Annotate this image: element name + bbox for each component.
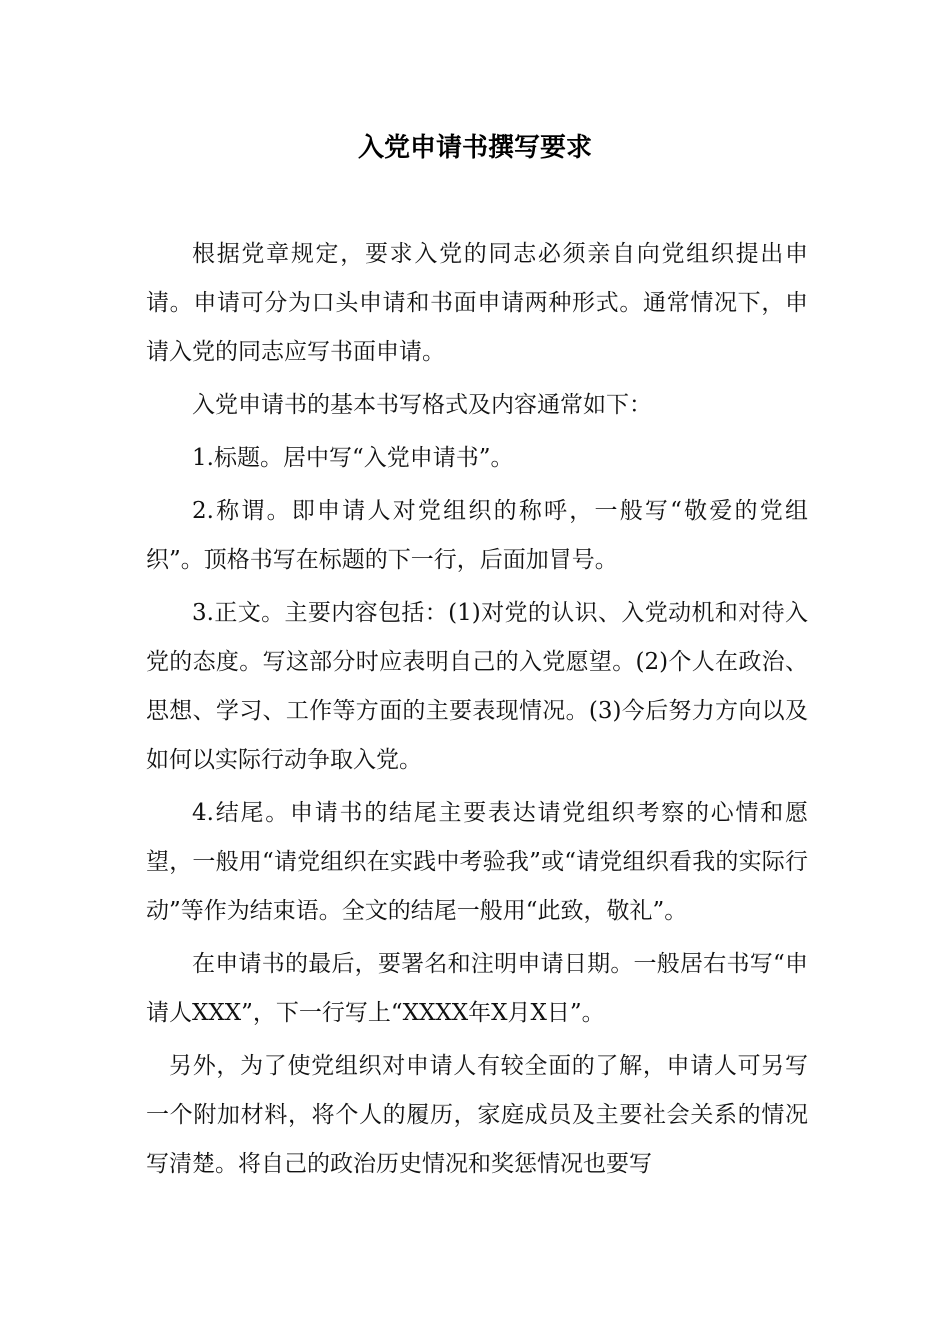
paragraph-title-rule: 1.标题。居中写“入党申请书”。 [192, 445, 514, 471]
paragraph-additional-material: 另外，为了使党组织对申请人有较全面的了解，申请人可另写一个附加材料，将个人的履历，家庭成员及主要社会关系的情况写清楚。将自己的政治历史情况和奖惩情况也要写 [146, 1053, 808, 1177]
paragraph-salutation-rule: 2.称谓。即申请人对党组织的称呼，一般写“敬爱的党组织”。顶格书写在标题的下一行，后面加冒号。 [146, 498, 808, 573]
paragraph-body-rule: 3.正文。主要内容包括：(1)对党的认识、入党动机和对待入党的态度。写这部分时应表明自己的入党愿望。(2)个人在政治、思想、学习、工作等方面的主要表现情况。(3)今后努力方向以及如何以实际行动争取入党。 [146, 600, 808, 773]
paragraph-format-intro: 入党申请书的基本书写格式及内容通常如下： [192, 392, 652, 418]
paragraph-intro: 根据党章规定，要求入党的同志必须亲自向党组织提出申请。申请可分为口头申请和书面申请两种形式。通常情况下，申请入党的同志应写书面申请。 [146, 241, 808, 365]
document-title: 入党申请书撰写要求 [357, 133, 592, 163]
paragraph-ending-rule: 4.结尾。申请书的结尾主要表达请党组织考察的心情和愿望，一般用“请党组织在实践中考验我”或“请党组织看我的实际行动”等作为结束语。全文的结尾一般用“此致，敬礼”。 [146, 800, 808, 924]
paragraph-signature-rule: 在申请书的最后，要署名和注明申请日期。一般居右书写“申请人XXX”，下一行写上“XXXX年X月X日”。 [146, 951, 808, 1026]
document-body [146, 230, 808, 1193]
